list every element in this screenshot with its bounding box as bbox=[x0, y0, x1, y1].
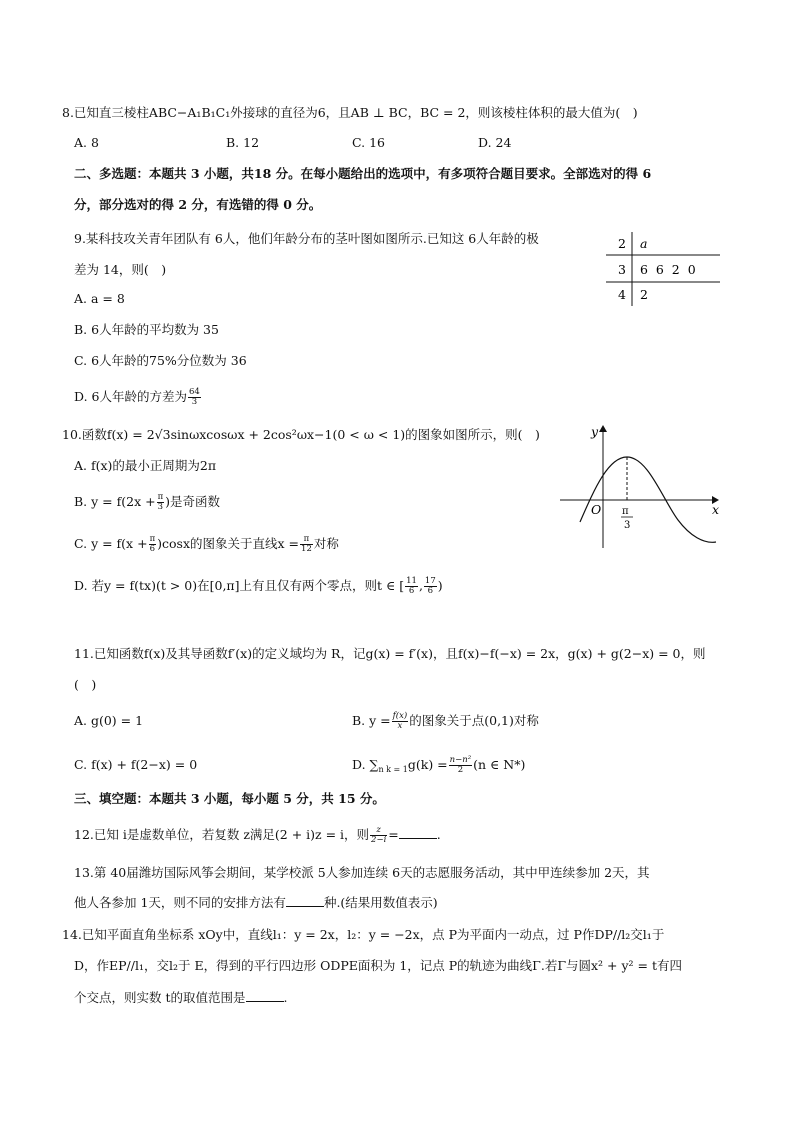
q10-function-graph bbox=[558, 420, 728, 555]
q9-stem-line1: 9.某科技攻关青年团队有 6人，他们年龄分布的茎叶图如图所示.已知这 6人年龄的极 bbox=[74, 231, 539, 246]
leaves-2: a bbox=[640, 236, 648, 251]
tick-pi: π bbox=[622, 506, 629, 517]
q10-stem: 10.函数f(x) = 2√3sinωxcosωx + 2cos²ωx−1(0 < ω < 1)的图象如图所示，则( ) bbox=[62, 427, 540, 442]
stem-leaf-plot bbox=[600, 228, 730, 310]
q8-option-d: D. 24 bbox=[478, 135, 512, 150]
x-axis-label: x bbox=[712, 502, 720, 517]
q9-option-d-text: D. 6人年龄的方差为 bbox=[74, 389, 187, 404]
q13-answer-blank[interactable] bbox=[286, 894, 324, 907]
section2-heading-line1: 二、多选题：本题共 3 小题，共18 分。在每小题给出的选项中，有多项符合题目要求。全部选对的得 6 bbox=[74, 166, 652, 181]
q11-stem-line1: 11.已知函数f(x)及其导函数f′(x)的定义域均为 R，记g(x) = f′(x)，且f(x)−f(−x) = 2x，g(x) + g(2−x) = 0，则 bbox=[74, 646, 706, 661]
q9-option-b: B. 6人年龄的平均数为 35 bbox=[74, 322, 219, 337]
q14-line1: 14.已知平面直角坐标系 xOy中，直线l₁：y = 2x，l₂：y = −2x，点 P为平面内一动点，过 P作DP//l₂交l₁于 bbox=[62, 927, 665, 942]
q10-option-a: A. f(x)的最小正周期为2π bbox=[74, 458, 217, 473]
q11-option-b: B. y = $\frac{f(x)}{x}$ 的图象关于点(0,1)对称 bbox=[352, 711, 539, 731]
section2-heading-line2: 分，部分选对的得 2 分，有选错的得 0 分。 bbox=[74, 197, 322, 212]
q9-option-c: C. 6人年龄的75%分位数为 36 bbox=[74, 353, 247, 368]
q10-c-fraction-1: $\frac{\pi}{6}$ bbox=[149, 534, 156, 554]
q9-option-d bbox=[74, 388, 202, 407]
leaves-3: 6 6 2 0 bbox=[640, 262, 696, 277]
q13-line2: 他人各参加 1天，则不同的安排方法有 种.(结果用数值表示) bbox=[74, 895, 438, 910]
origin-label: O bbox=[591, 502, 602, 517]
q14-line3: 个交点，则实数 t的取值范围是 . bbox=[74, 990, 288, 1005]
y-axis-label: y bbox=[591, 424, 599, 439]
q11-sum-limits: n k = 1 bbox=[378, 765, 408, 774]
q14-line2: D，作EP//l₁，交l₂于 E，得到的平行四边形 ODPE面积为 1，记点 P的轨迹为曲线Γ.若Γ与圆x² + y² = t有四 bbox=[74, 958, 683, 973]
q10-option-d: D. 若y = f(tx)(t > 0)在[0,π]上有且仅有两个零点，则t ∈ [ $\frac{11}{6}$ , $\frac{17}{6}$ ) bbox=[74, 576, 443, 596]
q11-option-a: A. g(0) = 1 bbox=[74, 713, 144, 728]
q13-line1: 13.第 40届潍坊国际风筝会期间，某学校派 5人参加连续 6天的志愿服务活动，其中甲连续参加 2天，其 bbox=[74, 865, 650, 880]
q10-b-fraction: $\frac{\pi}{3}$ bbox=[157, 492, 164, 512]
q8-option-a: A. 8 bbox=[74, 135, 99, 150]
q8-option-c: C. 16 bbox=[352, 135, 385, 150]
q10-d-fraction-2: $\frac{17}{6}$ bbox=[424, 576, 436, 596]
q11-d-fraction: $\frac{\text{n−n²}}{2}$ bbox=[449, 755, 472, 775]
q10-option-b: B. y = f(2x + $\frac{\pi}{3}$ )是奇函数 bbox=[74, 492, 221, 512]
q10-c-fraction-2: $\frac{\pi}{12}$ bbox=[301, 534, 312, 554]
section3-heading: 三、填空题：本题共 3 小题，每小题 5 分，共 15 分。 bbox=[74, 791, 385, 806]
q12-fraction: $\frac{z}{2-i}$ bbox=[371, 825, 387, 845]
q11-stem-line2: ( ) bbox=[74, 677, 97, 692]
q11-b-fraction: $\frac{f(x)}{x}$ bbox=[392, 711, 408, 731]
q8-option-b: B. 12 bbox=[226, 135, 260, 150]
q14-answer-blank[interactable] bbox=[246, 989, 284, 1002]
q10-option-c: C. y = f(x + $\frac{\pi}{6}$ )cosx的图象关于直线x = $\frac{\pi}{12}$ 对称 bbox=[74, 534, 339, 554]
stem-3: 3 bbox=[618, 262, 626, 277]
q10-d-fraction-1: $\frac{11}{6}$ bbox=[406, 576, 417, 596]
q9-stem-line2: 差为 14，则( ) bbox=[74, 262, 167, 277]
q11-option-c: C. f(x) + f(2−x) = 0 bbox=[74, 757, 198, 772]
stem-2: 2 bbox=[618, 236, 626, 251]
leaves-4: 2 bbox=[640, 287, 648, 302]
q12-stem: 12.已知 i是虚数单位，若复数 z满足(2 + i)z = i，则 $\frac{z}{2-i}$ = . bbox=[74, 825, 441, 845]
q9-option-a: A. a = 8 bbox=[74, 291, 125, 306]
q11-option-d: D. $\sum_{n k = 1}g(k)$ = $\frac{\text{n−n²}}{2}$ (n ∈ N*) bbox=[352, 755, 526, 775]
stem-4: 4 bbox=[618, 287, 626, 302]
q9-variance-fraction: $\frac{64}{3}$ bbox=[188, 387, 200, 407]
q12-answer-blank[interactable] bbox=[399, 826, 437, 839]
tick-3: 3 bbox=[624, 520, 631, 531]
q8-stem: 8.已知直三棱柱ABC−A₁B₁C₁外接球的直径为6，且AB ⊥ BC，BC = 2，则该棱柱体积的最大值为( ) bbox=[62, 105, 638, 120]
